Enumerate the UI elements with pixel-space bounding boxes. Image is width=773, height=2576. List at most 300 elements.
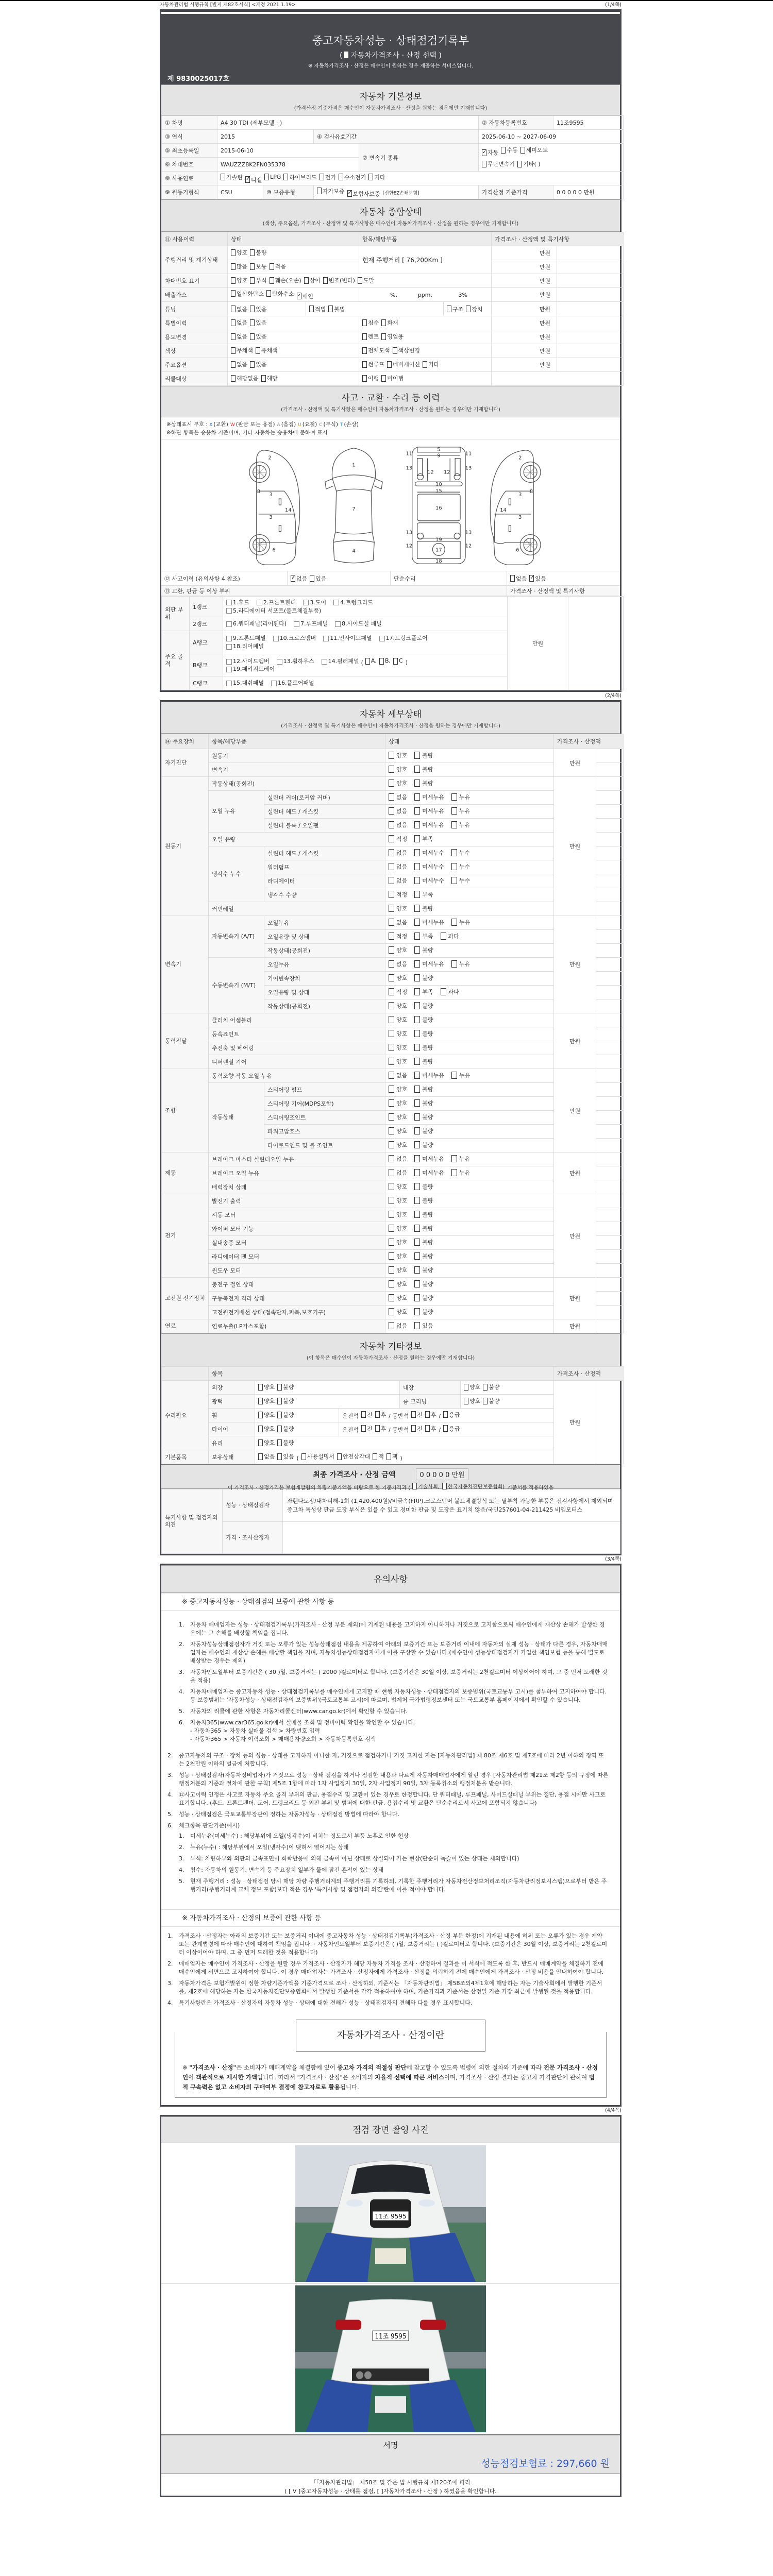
checkbox-icon[interactable] [414,919,420,926]
checkbox[interactable] [250,248,266,257]
checkbox-icon[interactable] [261,375,266,382]
checkbox-icon[interactable] [393,658,398,665]
checkbox-checked-icon[interactable]: ✓ [291,575,296,581]
checkbox-icon[interactable] [381,319,386,326]
price-note-field[interactable] [596,749,624,763]
price-note-field[interactable] [596,805,624,819]
checkbox-icon[interactable] [309,306,314,312]
checkbox-icon[interactable] [464,1384,468,1391]
checkbox-icon[interactable] [389,1127,394,1134]
checkbox[interactable] [451,1168,470,1177]
price-note-field[interactable] [596,1208,624,1222]
checkbox-icon[interactable] [368,174,373,180]
checkbox-icon[interactable] [451,960,457,968]
checkbox[interactable] [414,876,444,885]
checkbox-icon[interactable] [414,1183,420,1190]
checkbox-icon[interactable] [451,1155,457,1162]
checkbox-icon[interactable] [303,600,309,605]
checkbox[interactable] [414,1294,433,1302]
checkbox[interactable] [386,1452,398,1461]
checkbox-icon[interactable] [414,1072,420,1079]
checkbox[interactable] [414,1043,433,1052]
checkbox[interactable] [339,173,366,181]
checkbox-icon[interactable] [414,1252,420,1260]
checkbox[interactable] [520,146,548,154]
price-note-field[interactable] [568,597,624,690]
checkbox[interactable] [451,807,470,815]
checkbox-icon[interactable] [414,863,420,870]
checkbox[interactable] [451,821,470,829]
checkbox[interactable] [231,360,247,368]
checkbox[interactable] [379,634,428,642]
checkbox[interactable] [226,599,249,607]
checkbox-icon[interactable] [226,681,232,686]
checkbox[interactable] [466,305,482,313]
checkbox[interactable] [389,1210,407,1218]
price-note-field[interactable] [596,888,624,902]
checkbox[interactable] [389,1252,407,1260]
checkbox-icon[interactable] [375,1425,380,1432]
checkbox-icon[interactable] [483,1398,488,1404]
price-note-field[interactable] [596,1055,624,1069]
price-note-field[interactable] [596,833,624,846]
checkbox[interactable] [277,1397,294,1405]
checkbox-icon[interactable] [322,659,327,665]
checkbox-icon[interactable] [389,821,394,828]
checkbox-icon[interactable] [414,1002,420,1009]
checkbox-icon[interactable] [389,1252,394,1260]
checkbox[interactable] [381,318,398,327]
checkbox-icon[interactable] [414,752,420,759]
checkbox[interactable] [264,174,281,180]
checkbox[interactable] [414,1155,444,1163]
checkbox[interactable] [323,634,372,642]
checkbox[interactable] [414,751,433,759]
checkbox-icon[interactable] [412,1483,417,1489]
checkbox-icon[interactable] [310,575,314,582]
checkbox-icon[interactable] [258,1453,263,1460]
checkbox-icon[interactable] [362,375,367,382]
checkbox[interactable] [389,1029,407,1038]
checkbox[interactable] [423,360,439,368]
checkbox[interactable] [483,1383,499,1391]
price-note-field[interactable] [596,846,624,860]
checkbox-icon[interactable] [258,1439,263,1446]
checkbox-icon[interactable] [389,1211,394,1218]
checkbox-checked-icon[interactable]: ✓ [530,575,534,581]
checkbox[interactable] [270,262,286,270]
checkbox-icon[interactable] [226,667,232,672]
price-note-field[interactable] [596,972,624,986]
price-note-field[interactable] [557,358,624,372]
checkbox[interactable] [335,620,382,628]
checkbox[interactable] [389,835,407,843]
checkbox[interactable] [451,1155,470,1163]
checkbox-icon[interactable] [389,1072,394,1079]
checkbox-icon[interactable] [414,1266,420,1274]
checkbox[interactable] [414,1099,433,1107]
checkbox[interactable] [414,890,433,899]
checkbox-icon[interactable] [226,600,232,605]
checkbox-icon[interactable] [451,877,457,884]
checkbox-icon[interactable] [483,1384,488,1391]
checkbox[interactable] [389,1099,407,1107]
checkbox[interactable] [258,1438,275,1447]
checkbox[interactable] [414,1224,433,1232]
checkbox-icon[interactable] [414,877,420,884]
price-note-field[interactable] [596,874,624,888]
checkbox-icon[interactable] [361,1425,366,1432]
checkbox[interactable] [411,1425,423,1433]
checkbox[interactable] [257,599,296,607]
checkbox[interactable] [231,332,247,341]
checkbox[interactable] [414,1266,433,1274]
checkbox[interactable] [451,960,470,968]
checkbox[interactable] [451,1071,470,1079]
price-note-field[interactable] [596,1381,624,1464]
checkbox-icon[interactable] [389,793,394,801]
checkbox-icon[interactable] [226,621,232,627]
checkbox-icon[interactable] [389,863,394,870]
checkbox[interactable] [414,779,433,787]
checkbox[interactable] [389,1113,407,1121]
price-note-field[interactable] [596,916,624,930]
checkbox-icon[interactable] [451,919,457,926]
checkbox[interactable] [328,305,345,313]
checkbox-icon[interactable] [414,766,420,773]
checkbox[interactable] [250,305,266,313]
checkbox[interactable] [510,574,527,583]
checkbox-icon[interactable] [226,636,232,641]
checkbox[interactable] [441,988,459,996]
price-note-field[interactable] [596,1153,624,1166]
checkbox-icon[interactable] [250,333,255,340]
checkbox[interactable] [441,932,459,940]
checkbox[interactable] [250,276,266,284]
checkbox-icon[interactable] [423,361,427,368]
price-note-field[interactable] [596,1097,624,1111]
checkbox[interactable] [414,1210,433,1218]
checkbox-icon[interactable] [231,361,236,368]
checkbox-icon[interactable] [451,1072,457,1079]
price-note-field[interactable] [596,1278,624,1292]
checkbox[interactable] [358,276,374,284]
checkbox[interactable] [277,1452,294,1461]
checkbox[interactable] [379,657,391,665]
price-note-field[interactable] [596,791,624,805]
price-note-field[interactable] [596,944,624,958]
checkbox[interactable] [362,346,390,354]
checkbox-icon[interactable] [277,1412,282,1418]
price-note-field[interactable] [596,1180,624,1194]
checkbox-icon[interactable] [266,290,271,297]
checkbox-icon[interactable] [389,1322,394,1329]
checkbox-icon[interactable] [250,306,255,312]
price-note-field[interactable] [557,288,624,302]
checkbox[interactable] [231,318,247,327]
checkbox-icon[interactable] [414,974,420,981]
checkbox[interactable] [373,1452,384,1461]
checkbox[interactable] [261,374,278,382]
checkbox-icon[interactable] [337,1453,342,1460]
checkbox-icon[interactable] [414,821,420,828]
checkbox[interactable] [451,793,470,801]
checkbox-icon[interactable] [379,658,384,665]
checkbox[interactable] [277,1383,294,1391]
checkbox-icon[interactable] [501,147,506,154]
checkbox-icon[interactable] [414,1211,420,1218]
checkbox-icon[interactable] [250,277,255,284]
checkbox[interactable] [301,1452,334,1461]
checkbox-icon[interactable] [333,600,339,605]
checkbox[interactable] [389,960,407,968]
checkbox[interactable] [320,173,336,181]
checkbox-icon[interactable] [389,988,394,995]
checkbox[interactable] [368,173,385,181]
checkbox-icon[interactable] [389,752,394,759]
checkbox-icon[interactable] [482,161,486,167]
checkbox[interactable] [451,876,470,885]
checkbox-icon[interactable] [414,849,420,856]
checkbox-icon[interactable] [389,877,394,884]
checkbox-icon[interactable] [361,1411,366,1418]
checkbox[interactable] [231,248,247,257]
checkbox[interactable] [270,276,301,284]
checkbox-icon[interactable] [414,988,420,995]
checkbox-icon[interactable] [231,277,236,284]
checkbox-icon[interactable] [294,621,299,627]
checkbox[interactable] [393,346,421,354]
checkbox[interactable] [389,1294,407,1302]
checkbox[interactable] [389,765,407,773]
price-note-field[interactable] [596,930,624,944]
checkbox-icon[interactable] [250,249,255,256]
price-note-field[interactable] [596,1027,624,1041]
checkbox-icon[interactable] [411,1425,416,1432]
checkbox[interactable] [389,1280,407,1288]
checkbox[interactable] [245,176,262,184]
checkbox[interactable] [389,862,407,871]
checkbox-icon[interactable] [466,306,470,312]
checkbox-icon[interactable] [389,1169,394,1176]
checkbox[interactable] [250,360,266,368]
price-note-field[interactable] [596,1236,624,1250]
checkbox-icon[interactable] [443,1411,448,1418]
checkbox[interactable] [389,1321,407,1330]
checkbox-icon[interactable] [414,1113,420,1121]
price-note-field[interactable] [596,986,624,999]
checkbox-icon[interactable] [389,974,394,981]
checkbox-icon[interactable] [362,361,367,368]
checkbox[interactable] [381,374,404,382]
checkbox-icon[interactable] [451,863,457,870]
checkbox-icon[interactable] [389,1266,394,1274]
checkbox[interactable] [231,276,247,284]
checkbox-icon[interactable] [257,600,262,605]
checkbox-icon[interactable] [389,779,394,787]
checkbox[interactable] [226,657,270,666]
checkbox-checked-icon[interactable]: ✓ [245,176,250,182]
price-survey-checkbox[interactable] [344,52,348,58]
checkbox-icon[interactable] [381,375,386,382]
price-note-field[interactable] [557,274,624,288]
checkbox-icon[interactable] [258,1398,263,1404]
checkbox[interactable] [389,1085,407,1093]
price-note-field[interactable] [557,344,624,358]
checkbox-icon[interactable] [389,946,394,954]
checkbox-icon[interactable] [389,1099,394,1107]
price-note-field[interactable] [596,1222,624,1236]
checkbox[interactable] [389,974,407,982]
checkbox-icon[interactable] [389,1086,394,1093]
checkbox-icon[interactable] [375,1411,380,1418]
checkbox[interactable] [425,1425,436,1433]
checkbox-icon[interactable] [414,1294,420,1301]
appraiser-opinion[interactable] [283,1522,620,1554]
checkbox[interactable] [297,292,313,300]
checkbox-icon[interactable] [365,658,370,665]
checkbox[interactable] [226,642,264,651]
checkbox[interactable] [414,849,444,857]
checkbox-icon[interactable] [362,347,367,354]
checkbox-icon[interactable] [258,1426,263,1432]
checkbox[interactable] [389,904,407,912]
checkbox[interactable] [389,1182,407,1191]
checkbox-icon[interactable] [379,636,385,641]
checkbox[interactable] [333,599,373,607]
checkbox-icon[interactable] [414,1030,420,1037]
price-note-field[interactable] [557,260,624,274]
checkbox-icon[interactable] [386,1453,391,1460]
checkbox-icon[interactable] [414,1127,420,1134]
checkbox[interactable] [258,1383,275,1391]
checkbox[interactable] [389,821,407,829]
checkbox-icon[interactable] [414,1155,420,1162]
price-note-field[interactable] [596,1194,624,1208]
checkbox[interactable] [389,1043,407,1052]
checkbox[interactable] [414,1168,444,1177]
checkbox-icon[interactable] [414,1225,420,1232]
checkbox-icon[interactable] [414,835,420,842]
price-note-field[interactable] [596,1139,624,1153]
checkbox-icon[interactable] [381,333,386,340]
checkbox[interactable] [414,1113,433,1121]
checkbox[interactable] [362,318,379,327]
checkbox[interactable] [389,1071,407,1079]
checkbox[interactable] [231,305,247,313]
price-note-field[interactable] [596,1306,624,1319]
price-note-field[interactable] [596,1292,624,1306]
checkbox-icon[interactable] [389,933,394,940]
checkbox[interactable] [271,679,314,687]
checkbox-checked-icon[interactable]: ✓ [482,149,487,155]
checkbox[interactable] [273,634,316,642]
checkbox-icon[interactable] [414,946,420,954]
checkbox[interactable] [389,918,407,926]
checkbox[interactable] [447,305,463,313]
price-note-field[interactable] [596,1069,624,1083]
checkbox-icon[interactable] [389,1058,394,1065]
checkbox-icon[interactable] [231,263,236,270]
checkbox-icon[interactable] [414,1086,420,1093]
checkbox-icon[interactable] [335,621,341,627]
checkbox-icon[interactable] [389,919,394,926]
checkbox[interactable] [414,862,444,871]
checkbox-icon[interactable] [389,807,394,815]
price-note-field[interactable] [596,777,624,791]
checkbox-icon[interactable] [451,807,457,815]
checkbox[interactable] [414,1280,433,1288]
checkbox-icon[interactable] [362,319,367,326]
checkbox[interactable] [291,574,307,583]
checkbox-icon[interactable] [277,1384,282,1391]
checkbox[interactable] [277,1425,294,1433]
checkbox[interactable] [322,657,359,666]
checkbox[interactable] [389,1238,407,1246]
checkbox[interactable] [501,146,517,154]
checkbox[interactable] [323,276,355,284]
checkbox[interactable] [283,173,316,181]
checkbox-icon[interactable] [389,1030,394,1037]
checkbox-icon[interactable] [373,1453,377,1460]
checkbox-icon[interactable] [389,1113,394,1121]
checkbox-icon[interactable] [389,1225,394,1232]
checkbox[interactable] [389,1057,407,1065]
price-note-field[interactable] [557,316,624,330]
checkbox[interactable] [347,190,380,198]
checkbox-icon[interactable] [256,347,260,354]
checkbox[interactable] [483,1397,499,1405]
checkbox[interactable] [517,160,540,168]
checkbox[interactable] [414,1182,433,1191]
checkbox[interactable] [389,751,407,759]
checkbox-icon[interactable] [414,960,420,968]
checkbox[interactable] [414,1196,433,1205]
checkbox[interactable] [389,1196,407,1205]
price-note-field[interactable] [596,1083,624,1097]
checkbox[interactable] [231,346,253,354]
checkbox[interactable] [414,1085,433,1093]
checkbox-icon[interactable] [451,821,457,828]
checkbox[interactable] [414,932,433,940]
checkbox-icon[interactable] [323,636,329,641]
checkbox[interactable] [414,1029,433,1038]
checkbox-icon[interactable] [414,1016,420,1023]
price-note-field[interactable] [596,1125,624,1139]
checkbox[interactable] [414,988,433,996]
checkbox[interactable] [304,276,321,284]
checkbox-icon[interactable] [393,347,397,354]
checkbox[interactable] [414,1071,444,1079]
checkbox[interactable] [414,1057,433,1065]
checkbox-icon[interactable] [414,1322,420,1329]
checkbox-icon[interactable] [414,905,420,912]
checkbox[interactable] [303,599,326,607]
checkbox-icon[interactable] [414,1044,420,1051]
checkbox-icon[interactable] [389,1155,394,1162]
checkbox[interactable] [414,835,433,843]
checkbox-icon[interactable] [273,636,279,641]
checkbox[interactable] [482,160,515,168]
checkbox-icon[interactable] [277,659,282,665]
checkbox[interactable] [443,1411,460,1419]
checkbox-icon[interactable] [339,174,343,180]
checkbox[interactable] [414,793,444,801]
checkbox[interactable] [362,360,384,368]
checkbox-icon[interactable] [264,174,269,180]
checkbox-icon[interactable] [451,1169,457,1176]
checkbox[interactable] [414,918,444,926]
